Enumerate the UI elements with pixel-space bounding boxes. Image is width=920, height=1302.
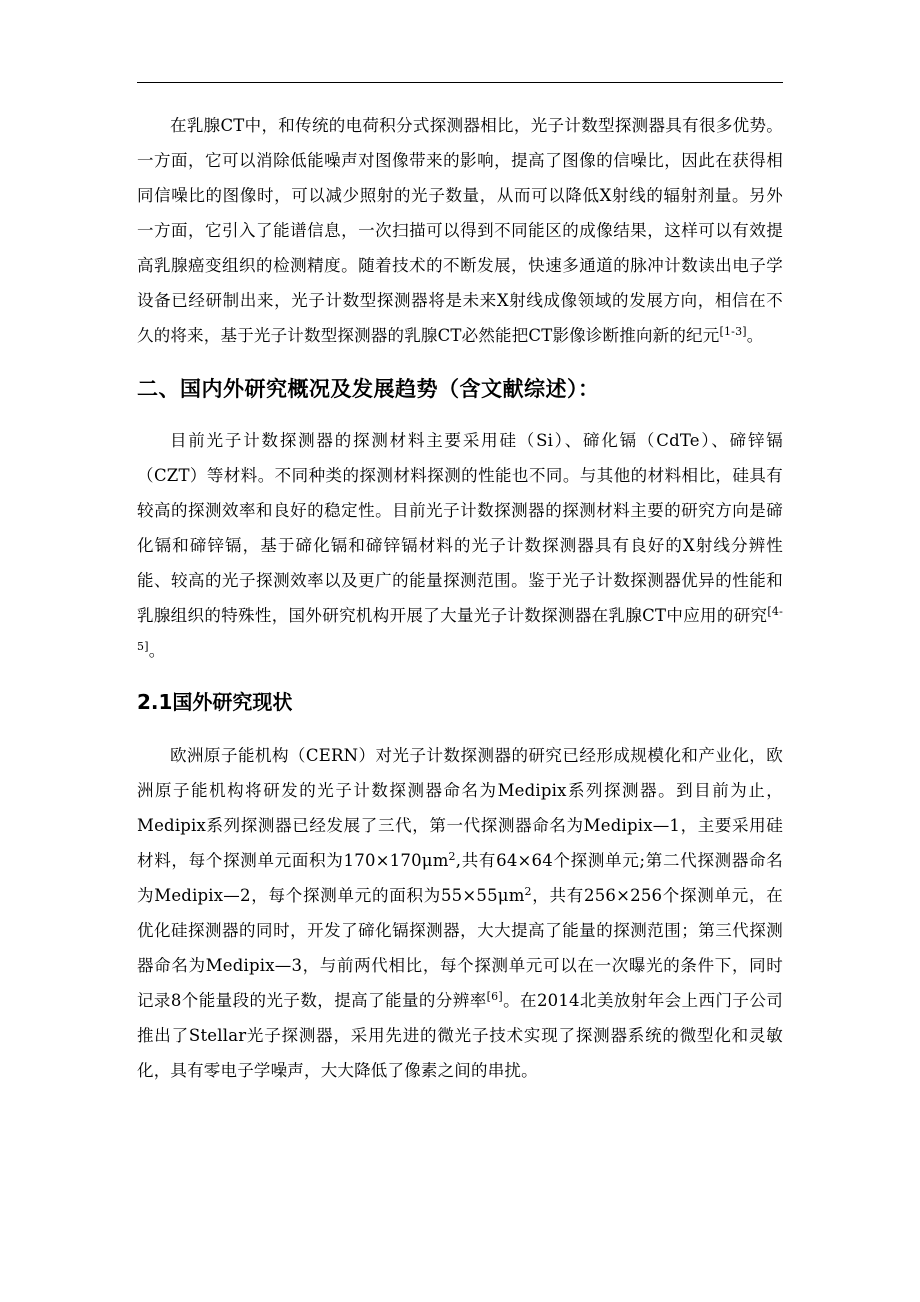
paragraph-text: 目前光子计数探测器的探测材料主要采用硅（Si）、碲化镉（CdTe）、碲锌镉（CZT）等材料。不同种类的探测材料探测的性能也不同。与其他的材料相比，硅具有较高的探测效率和良好的稳定性。目前光子计数探测器的探测材料主要的研究方向是碲化镉和碲锌镉，基于碲化镉和碲锌镉材料的光子计数探测器具有良好的X射线分辨性能、较高的光子探测效率以及更广的能量探测范围。鉴于光子计数探测器优异的性能和乳腺组织的特殊性，国外研究机构开展了大量光子计数探测器在乳腺CT中应用的研究 — [137, 431, 783, 625]
paragraph-end: 。 — [746, 326, 764, 345]
paragraph-text: 。在2014北美放射年会上西门子公司推出了Stellar光子探测器，采用先进的微光子技术实现了探测器系统的微型化和灵敏化，具有零电子学噪声，大大降低了像素之间的串扰。 — [137, 991, 783, 1080]
subsection-heading: 2.1国外研究现状 — [137, 690, 293, 714]
page-content — [137, 108, 783, 1088]
paragraph-detector-materials — [137, 423, 783, 668]
paragraph-end: 。 — [148, 641, 166, 660]
paragraph-text: 欧洲原子能机构（CERN）对光子计数探测器的研究已经形成规模化和产业化，欧洲原子能机构将研发的光子计数探测器命名为Medipix系列探测器。到目前为止，Medipix系列探测器已经发展了三代，第一代探测器命名为Medipix—1，主要采用硅材料，每个探测单元面积为170×170μm — [137, 746, 783, 870]
superscript-exponent: 2 — [448, 850, 456, 863]
header-rule — [137, 82, 783, 83]
paragraph-breast-ct-advantages — [137, 108, 783, 353]
section-heading: 二、国内外研究概况及发展趋势（含文献综述）： — [137, 377, 600, 401]
paragraph-text: ，共有256×256个探测单元，在优化硅探测器的同时，开发了碲化镉探测器，大大提高了能量的探测范围；第三代探测器命名为Medipix—3，与前两代相比，每个探测单元可以在一次曝光的条件下，同时记录8个能量段的光子数，提高了能量的分辨率 — [137, 886, 783, 1010]
paragraph-medipix-research — [137, 738, 783, 1088]
citation-ref: [6] — [486, 990, 503, 1003]
superscript-exponent: 2 — [524, 885, 532, 898]
paragraph-text: ,共有64×64个探测单元;第二代探测器命名为Medipix—2，每个探测单元的面积为55×55μm — [137, 851, 783, 905]
paragraph-text: 在乳腺CT中，和传统的电荷积分式探测器相比，光子计数型探测器具有很多优势。一方面，它可以消除低能噪声对图像带来的影响，提高了图像的信噪比，因此在获得相同信噪比的图像时，可以减少照射的光子数量，从而可以降低X射线的辐射剂量。另外一方面，它引入了能谱信息，一次扫描可以得到不同能区的成像结果，这样可以有效提高乳腺癌变组织的检测精度。随着技术的不断发展，快速多通道的脉冲计数读出电子学设备已经研制出来，光子计数型探测器将是未来X射线成像领域的发展方向，相信在不久的将来，基于光子计数型探测器的乳腺CT必然能把CT影像诊断推向新的纪元 — [137, 116, 783, 345]
citation-ref: [4-5] — [137, 605, 783, 653]
citation-ref: [1-3] — [719, 325, 747, 338]
